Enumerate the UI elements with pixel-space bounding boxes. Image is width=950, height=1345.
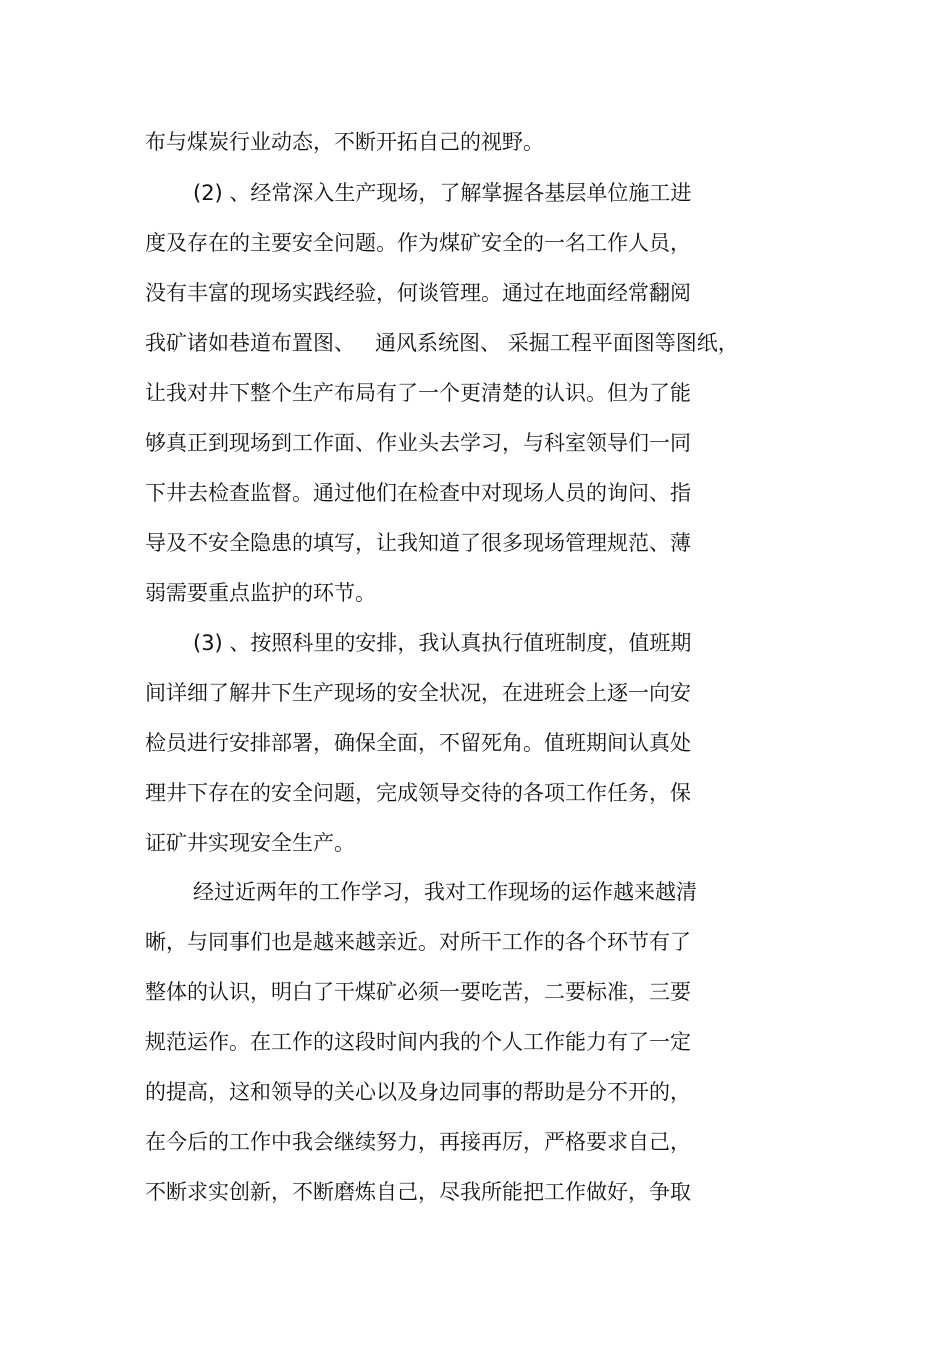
text-line: 不断求实创新，不断磨炼自己，尽我所能把工作做好，争取	[145, 1180, 691, 1204]
text-line: 度及存在的主要安全问题。作为煤矿安全的一名工作人员，	[145, 231, 691, 255]
text-line: 够真正到现场到工作面、作业头去学习，与科室领导们一同	[145, 431, 691, 455]
text-line: 让我对井下整个生产布局有了一个更清楚的认识。但为了能	[145, 381, 691, 405]
text-line: 间详细了解井下生产现场的安全状况，在进班会上逐一向安	[145, 681, 691, 705]
text-line: 证矿井实现安全生产。	[145, 831, 355, 855]
text-line: 没有丰富的现场实践经验，何谈管理。通过在地面经常翻阅	[145, 281, 691, 305]
text-line: (2) 、经常深入生产现场，了解掌握各基层单位施工进	[193, 181, 692, 205]
text-line: 布与煤炭行业动态，不断开拓自己的视野。	[145, 130, 544, 154]
text-line: 的提高，这和领导的关心以及身边同事的帮助是分不开的，	[145, 1080, 691, 1104]
text-line: 经过近两年的工作学习，我对工作现场的运作越来越清	[193, 880, 697, 904]
text-line: 在今后的工作中我会继续努力，再接再厉，严格要求自己，	[145, 1130, 691, 1154]
text-line: 导及不安全隐患的填写，让我知道了很多现场管理规范、薄	[145, 531, 691, 555]
text-line: 我矿诸如巷道布置图、 通风系统图、 采掘工程平面图等图纸，	[145, 331, 739, 355]
text-line: 规范运作。在工作的这段时间内我的个人工作能力有了一定	[145, 1030, 691, 1054]
text-line: 检员进行安排部署，确保全面，不留死角。值班期间认真处	[145, 731, 691, 755]
text-line: 整体的认识，明白了干煤矿必须一要吃苦，二要标准，三要	[145, 980, 691, 1004]
text-line: 晰，与同事们也是越来越亲近。对所干工作的各个环节有了	[145, 930, 691, 954]
text-line: 弱需要重点监护的环节。	[145, 581, 376, 605]
text-line: 下井去检查监督。通过他们在检查中对现场人员的询问、指	[145, 481, 691, 505]
text-line: 理井下存在的安全问题，完成领导交待的各项工作任务，保	[145, 781, 691, 805]
text-line: (3) 、按照科里的安排，我认真执行值班制度，值班期	[193, 631, 692, 655]
